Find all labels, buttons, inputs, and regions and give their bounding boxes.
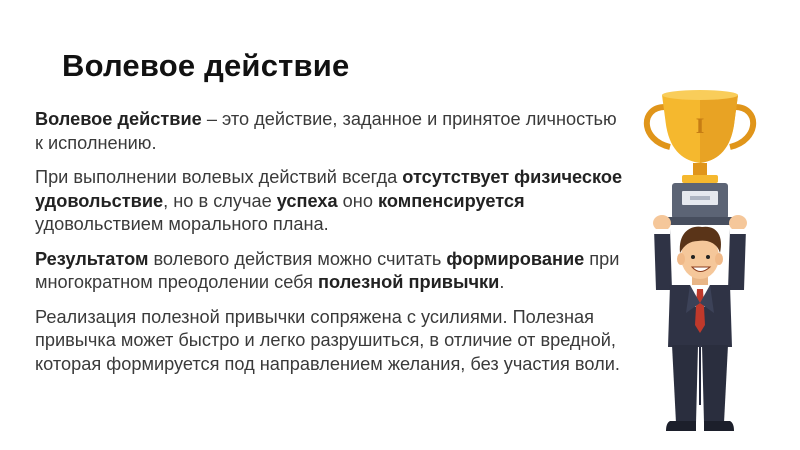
paragraph-text: – это действие, заданное и принятое личностью к исполнению.: [35, 109, 617, 153]
emphasis-text: компенсируется: [378, 190, 525, 211]
paragraph-text: удовольствием морального плана.: [35, 214, 329, 234]
paragraph-text: При выполнении волевых действий всегда: [35, 167, 403, 187]
slide-title: Волевое действие: [62, 48, 350, 83]
body-paragraph: [35, 306, 625, 377]
trophy-icon: [647, 90, 753, 225]
emphasis-text: Волевое действие: [35, 109, 202, 129]
slide-body: [35, 108, 625, 387]
body-paragraph: [35, 166, 625, 237]
emphasis-text: Результатом: [35, 248, 149, 269]
body-paragraph: [35, 248, 625, 295]
emphasis-text: успеха: [276, 190, 338, 211]
paragraph-text: , но в случае: [163, 190, 277, 211]
emphasis-text: отсутствует физическое удовольствие: [35, 167, 623, 211]
paragraph-text: при многократном преодолении себя: [35, 248, 620, 292]
man-holding-trophy-icon: [630, 85, 770, 435]
body-paragraph: [35, 108, 625, 155]
emphasis-text: полезной привычки: [318, 272, 500, 292]
paragraph-text: волевого действия можно считать: [148, 248, 447, 269]
paragraph-text: Реализация полезной привычки сопряжена с усилиями. Полезная привычка может быстро и легко разрушиться, в отличие от вредной, которая формируется под направлением желания, без участия воли.: [35, 306, 620, 374]
trophy-label: I: [695, 113, 705, 138]
paragraph-text: .: [499, 272, 505, 292]
emphasis-text: формирование: [446, 248, 585, 269]
paragraph-text: оно: [337, 190, 379, 211]
